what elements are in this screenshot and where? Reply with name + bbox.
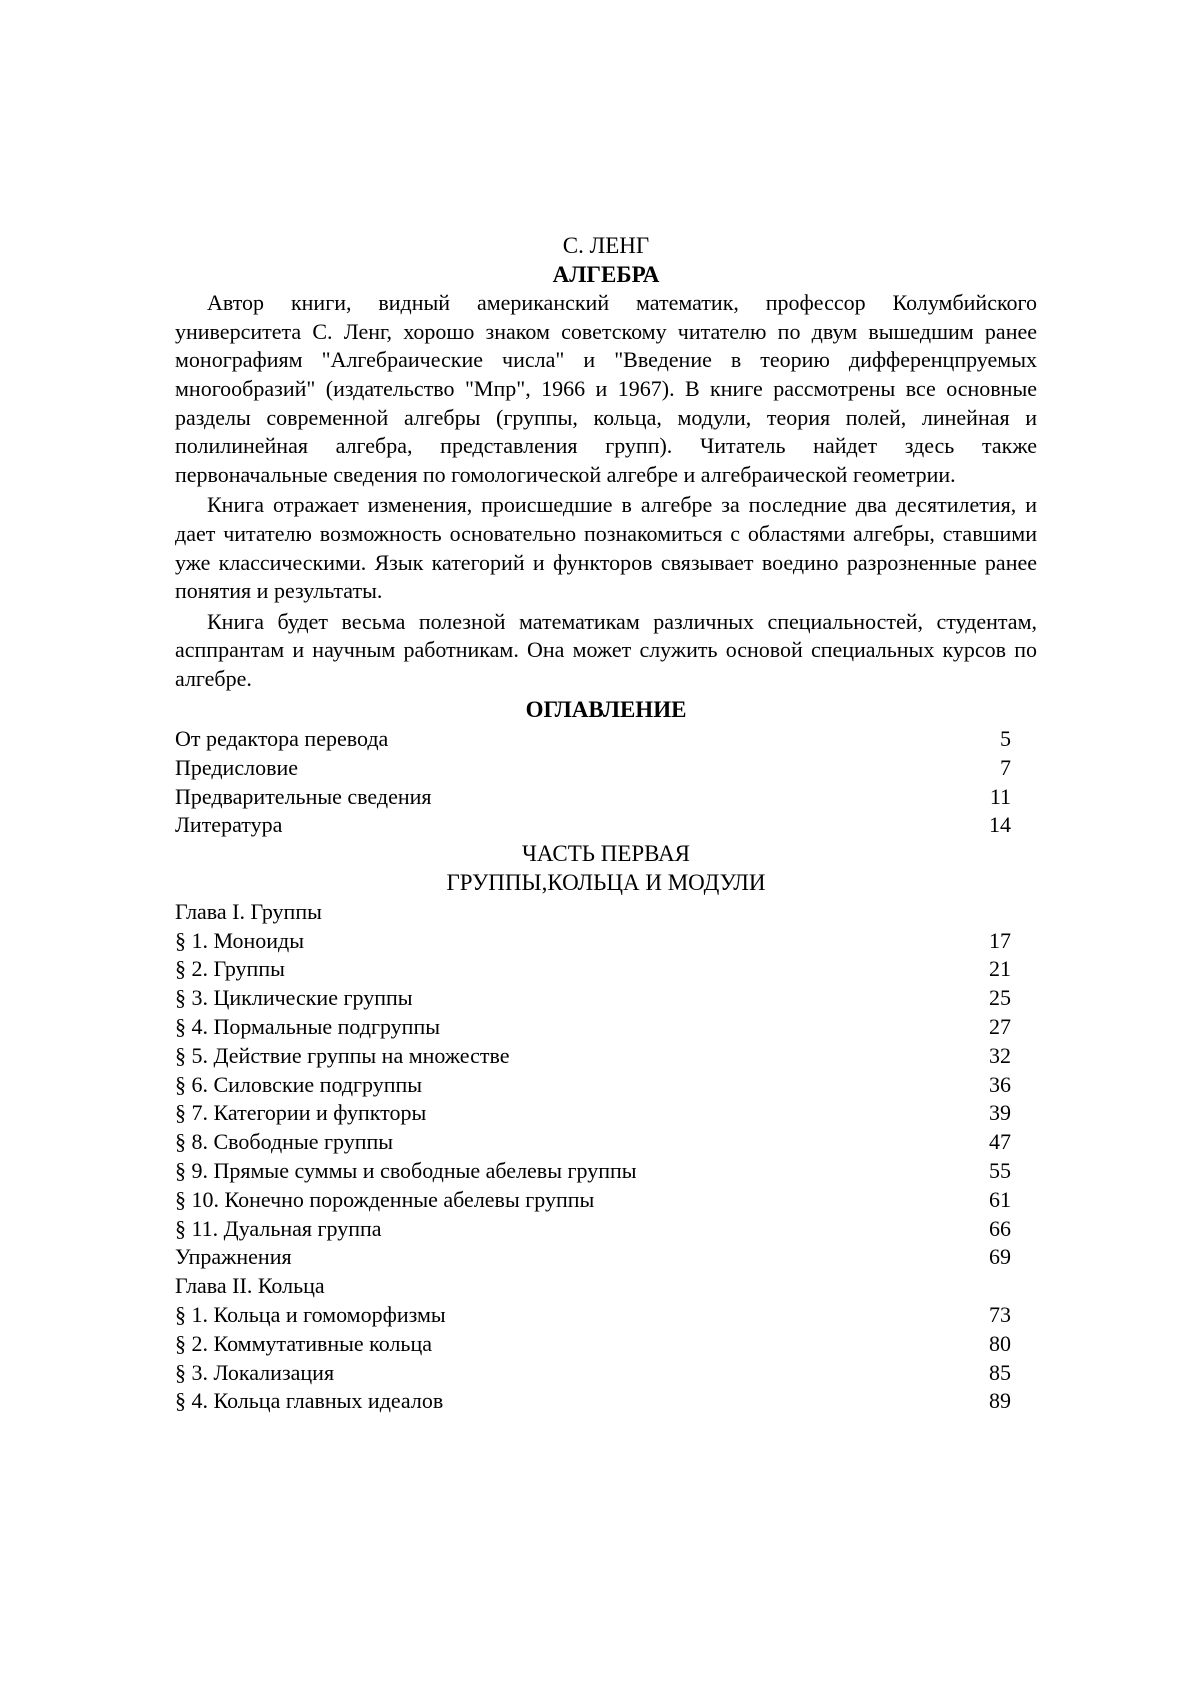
- toc-entry: [175, 1387, 1037, 1416]
- chapter-title: Глава I. Группы: [175, 898, 322, 924]
- toc-entry: [175, 1071, 1037, 1100]
- annotation-paragraph: Книга будет весьма полезной математикам различных специальностей, студентам, асппрантам и научным работникам. Она может служить основой специальных курсов по алгебре.: [175, 608, 1037, 691]
- toc-entry: [175, 1013, 1037, 1042]
- toc-entry-page: 39: [989, 1100, 1011, 1126]
- toc-entry-page: 69: [989, 1244, 1011, 1270]
- toc-entry-page: 21: [989, 956, 1011, 982]
- toc-entry: [175, 725, 1037, 754]
- toc-entry-page: 66: [989, 1215, 1011, 1241]
- toc-entry-title: § 2. Коммутативные кольца: [175, 1330, 433, 1356]
- toc-entry-title: § 11. Дуальная группа: [175, 1215, 382, 1241]
- toc-entry: [175, 1099, 1037, 1128]
- chapter-title: Глава II. Кольца: [175, 1273, 325, 1299]
- toc-entry-title: § 4. Кольца главных идеалов: [175, 1388, 444, 1414]
- toc-entry-title: § 1. Кольца и гомоморфизмы: [175, 1302, 446, 1328]
- toc-entry-title: Предисловие: [175, 754, 298, 780]
- toc-entry: [175, 783, 1037, 812]
- toc-entry: [175, 1243, 1037, 1272]
- book-author: С. ЛЕНГ: [562, 233, 650, 258]
- toc-entry-page: 73: [989, 1302, 1011, 1328]
- toc-entry-page: 32: [989, 1042, 1011, 1068]
- toc-entry: [175, 1157, 1037, 1186]
- book-title: АЛГЕБРА: [552, 261, 660, 287]
- toc-entry-page: 27: [989, 1014, 1011, 1040]
- toc-entry-title: § 4. Пормальные подгруппы: [175, 1014, 441, 1040]
- toc-entry-title: § 5. Действие группы на множестве: [175, 1042, 510, 1068]
- toc-entry-title: § 1. Моноиды: [175, 927, 305, 953]
- toc-entry: [175, 1359, 1037, 1388]
- toc-entry: [175, 1330, 1037, 1359]
- toc-entry: [175, 1042, 1037, 1071]
- toc-entry-title: Предварительные сведения: [175, 783, 432, 809]
- toc-entry-page: 11: [989, 783, 1011, 809]
- toc-entry-title: § 10. Конечно порожденные абелевы группы: [175, 1186, 595, 1212]
- toc-entry-title: § 3. Локализация: [175, 1359, 335, 1385]
- annotation-paragraph: Книга отражает изменения, происшедшие в алгебре за последние два десятилетия, и дает читателю возможность основательно познакомиться с областями алгебры, ставшими уже классическими. Язык категорий и функторов связывает воедино разрозненные ранее понятия и результаты.: [175, 492, 1037, 604]
- toc-entry-page: 17: [989, 927, 1011, 953]
- toc-heading: ОГЛАВЛЕНИЕ: [525, 696, 687, 722]
- toc-entry: [175, 955, 1037, 984]
- toc-entry-title: От редактора перевода: [175, 726, 389, 752]
- toc-entry: [175, 984, 1037, 1013]
- toc-entry: [175, 811, 1037, 840]
- toc-entry-page: 47: [989, 1129, 1011, 1155]
- toc-entry-title: § 6. Силовские подгруппы: [175, 1071, 423, 1097]
- toc-entry-page: 36: [989, 1071, 1011, 1097]
- toc-entry-page: 14: [989, 812, 1011, 838]
- toc-entry-page: 25: [989, 985, 1011, 1011]
- page-content: [175, 232, 1037, 1416]
- toc-entry-page: 61: [989, 1186, 1011, 1212]
- annotation-paragraph: Автор книги, видный американский математик, профессор Колумбийского университета С. Ленг, хорошо знаком советскому читателю по двум вышедшим ранее монографиям "Алгебраические числа" и "Введение в теорию дифференцпруемых многообразий" (издательство "Мпр", 1966 и 1967). В книге рассмотрены все основные разделы современной алгебры (группы, кольца, модули, теория полей, линейная и полилинейная алгебра, представления групп). Читатель найдет здесь также первоначальные сведения по гомологической алгебре и алгебраической геометрии.: [175, 290, 1037, 487]
- toc-entry-page: 85: [989, 1359, 1011, 1385]
- toc-entry: [175, 1301, 1037, 1330]
- toc-entry-title: § 8. Свободные группы: [175, 1129, 394, 1155]
- toc-entry-page: 55: [989, 1158, 1011, 1184]
- toc-entry-page: 7: [1000, 754, 1011, 780]
- toc-entry-title: Литература: [175, 812, 283, 838]
- toc-entry: [175, 754, 1037, 783]
- toc-entry-title: § 7. Категории и фупкторы: [175, 1100, 427, 1126]
- toc-entry-title: § 2. Группы: [175, 956, 285, 982]
- annotation: [175, 289, 1037, 693]
- part-title: ГРУППЫ,КОЛЬЦА И МОДУЛИ: [446, 870, 766, 896]
- table-of-contents: [175, 725, 1037, 1416]
- toc-entry-title: § 9. Прямые суммы и свободные абелевы группы: [175, 1158, 637, 1184]
- toc-entry-page: 89: [989, 1388, 1011, 1414]
- toc-entry: [175, 1186, 1037, 1215]
- toc-entry: [175, 927, 1037, 956]
- part-label: ЧАСТЬ ПЕРВАЯ: [521, 841, 691, 867]
- toc-entry-page: 5: [1000, 726, 1011, 752]
- toc-entry-title: Упражнения: [175, 1244, 292, 1270]
- toc-entry: [175, 1128, 1037, 1157]
- toc-entry: [175, 1215, 1037, 1244]
- toc-entry-title: § 3. Циклические группы: [175, 985, 413, 1011]
- toc-entry-page: 80: [989, 1330, 1011, 1356]
